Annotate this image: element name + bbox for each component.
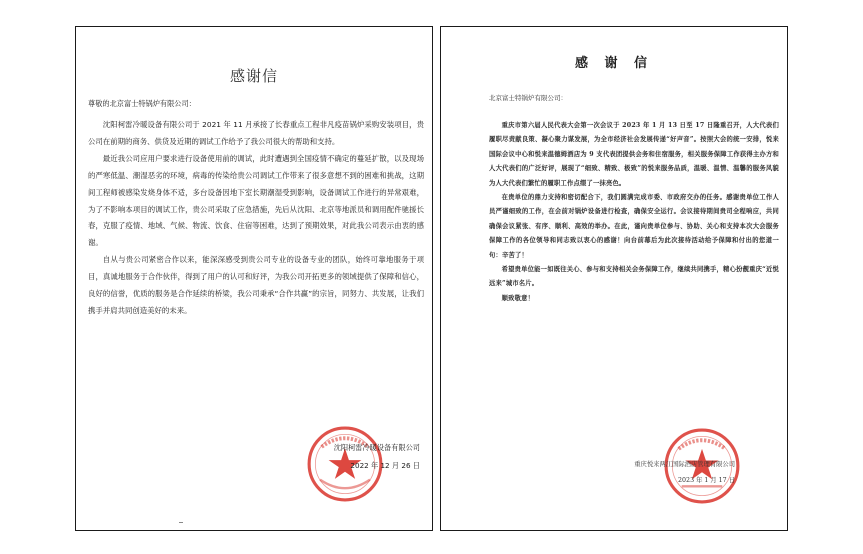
letter-salutation: 尊敬的北京富士特锅炉有限公司： <box>88 99 196 108</box>
letter-date: 2023 年 1 月 17 日 <box>678 477 735 484</box>
letter-salutation: 北京富士特锅炉有限公司： <box>489 94 567 102</box>
thank-you-letter-chongqing <box>440 26 788 531</box>
letter-paragraph: 自从与贵公司紧密合作以来，能深深感受到贵公司专业的设备专业的团队，始终可靠地服务于项目，真诚地服务于合作伙伴，得到了用户的认可和好评，为我公司开拓更多的领域提供了保障和信心，良好的信誉，优质的服务是合作延续的桥梁，我公司秉承“合作共赢”的宗旨，同努力、共发展，让我们携手并肩共同创造美好的未来。 <box>88 255 424 315</box>
letter-title: 感谢信 <box>229 67 278 85</box>
letter-signature-block <box>634 457 735 489</box>
letter-signature: 沈阳柯雷冷暖设备有限公司 <box>333 443 420 452</box>
letter-paragraph: 沈阳柯雷冷暖设备有限公司于 2021 年 11 月承接了长春重点工程非凡疫苗锅炉采购安装项目，贵公司在前期的商务、供货及近期的调试工作给予了我公司很大的帮助和支持。 <box>88 120 424 146</box>
letter-date: 2022 年 12 月 26 日 <box>350 461 420 470</box>
letter-paragraph: 希望贵单位能一如既往关心、参与和支持相关会务保障工作，继续共同携手，精心扮靓重庆“近悦远来”城市名片。 <box>489 266 779 288</box>
letter-paragraph: 重庆市第六届人民代表大会第一次会议于 2023 年 1 月 13 日至 17 日隆重召开，人大代表们履职尽责献良策、凝心聚力谋发展，为全市经济社会发展传递“好声音”。按照大会的统一安排，悦来国际会议中心和悦来温德姆酒店为 9 支代表团提供会务和住宿服务，相关服务保障工作获得主办方和人大代表们的广泛好评，展现了“细致、精致、极致”的悦来服务品质，温暖、温情、温馨的服务风貌为人大代表们繁忙的履职工作点缀了一抹亮色。 <box>489 122 779 187</box>
letter-paragraph: 在贵单位的鼎力支持和密切配合下，我们圆满完成市委、市政府交办的任务。感谢贵单位工作人员严谨细致的工作，在会前对锅炉设备进行检查，确保安全运行。会议接待期间贵司全程响应，共同确保会议紧张、有序、顺利、高效的举办。在此，谨向贵单位参与、协助、关心和支持本次大会服务保障工作的各位领导和同志致以衷心的感谢！向台前幕后为此次接待活动给予保障和付出的您道一句：辛苦了！ <box>489 194 779 259</box>
letter-signature-block <box>334 439 420 475</box>
letter-paragraph: 顺致敬意！ <box>501 294 535 302</box>
letter-signature: 重庆悦来两江国际酒店管理有限公司 <box>634 461 735 468</box>
letter-title: 感 谢 信 <box>574 56 654 71</box>
letter-paragraph: 最近我公司应用户要求进行设备使用前的调试，此时遭遇到全国疫情不确定的蔓延扩散，以及现场的严寒低温、潮湿恶劣的环境，病毒的传染给贵公司调试工作带来了很多意想不到的困难和挑战，这期间工程师被感染发烧身体不适，多台设备因地下室长期潮湿受到影响，设备调试工作进行的异常艰难，为了不影响本项目的调试工作，贵公司采取了应急措施，先后从沈阳、北京等地派员和调用配件驰援长春，克服了疫情、地域、气候、物流、饮食、住宿等困难，达到了预期效果，对此我公司表示由衷的感谢。 <box>88 153 424 248</box>
scan-speck <box>179 522 183 523</box>
thank-you-letter-shenyang <box>75 26 433 531</box>
letter-body <box>88 117 424 320</box>
letter-body <box>489 119 779 306</box>
